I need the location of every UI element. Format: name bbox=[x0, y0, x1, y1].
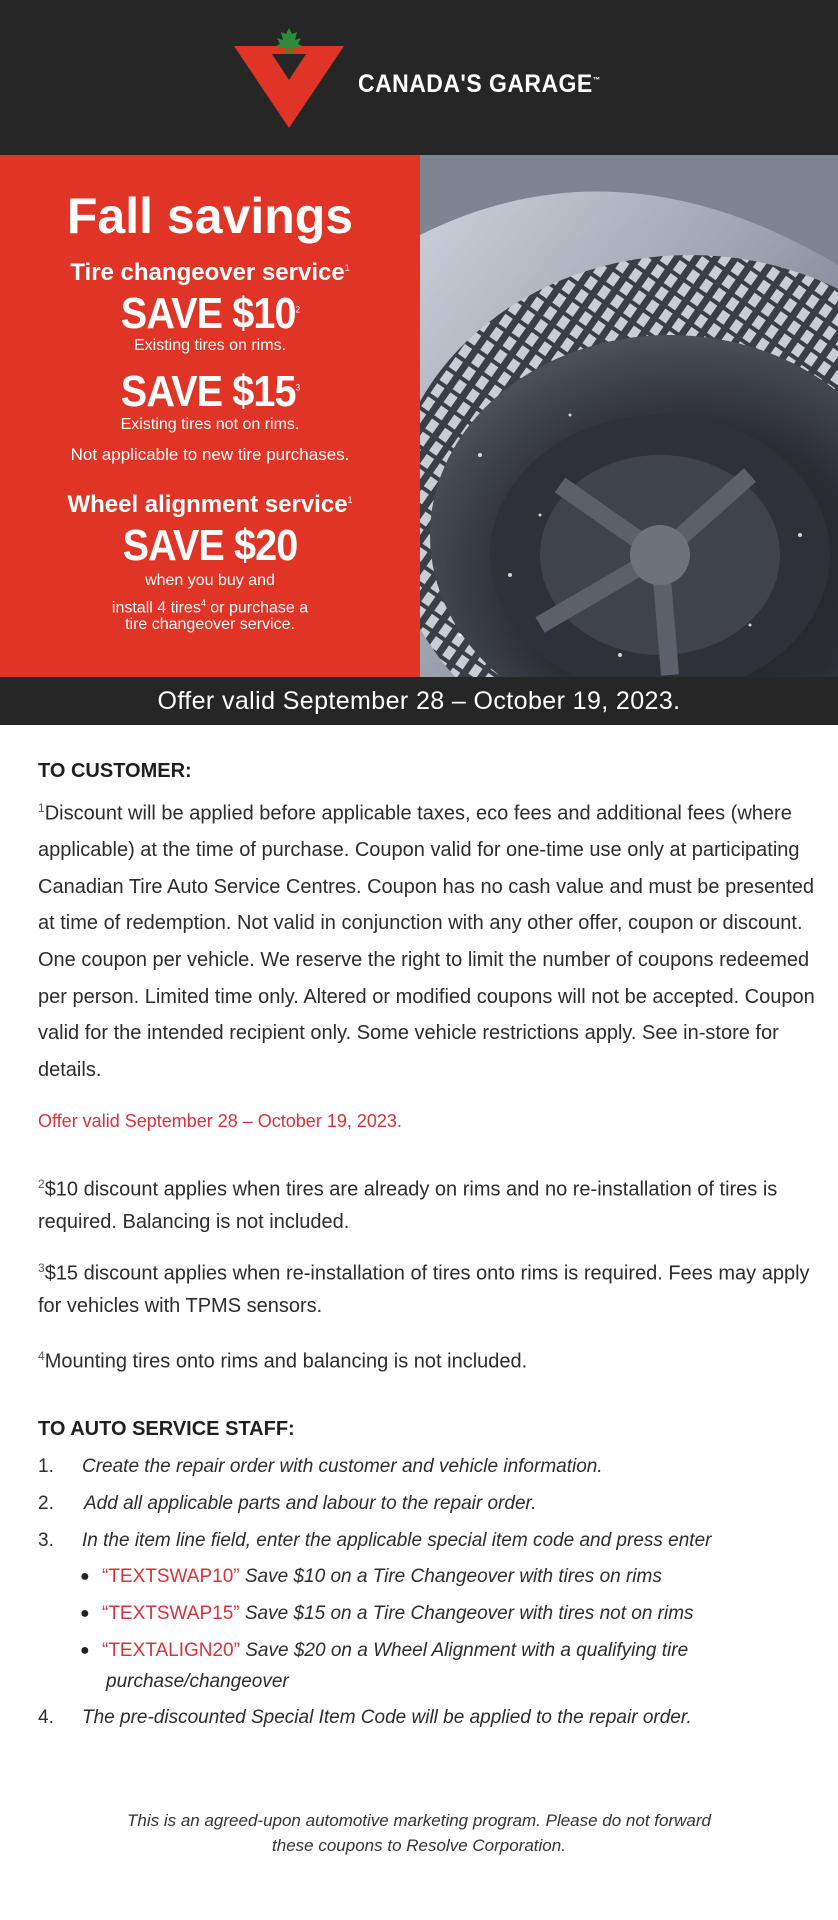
footer-line-2: these coupons to Resolve Corporation. bbox=[272, 1836, 566, 1855]
customer-terms: $^1$Discount will be applied before applicable taxes, eco fees and additional fees (where applicable) at the time of purchase. Coupon valid for one-time use only at participating Canadian Tire Auto Service Centres. Coupon has no cash value and must be presented at time of redemption. Not valid in conjunction with any other offer, coupon or discount. One coupon per vehicle. We reserve the right to limit the number of coupons redeemed per person. Limited time only. Altered or modified coupons will not be accepted. Coupon valid for the intended recipient only. Some vehicle restrictions apply. See in-store for details. bbox=[38, 801, 815, 1081]
footer-line-1: This is an agreed-upon automotive marketing program. Please do not forward bbox=[127, 1811, 711, 1830]
code-item-3: “TEXTALIGN20” Save $20 on a Wheel Alignment with a qualifying tire bbox=[102, 1640, 689, 1661]
step-3-text: In the item line field, enter the applicable special item code and press enter bbox=[82, 1530, 712, 1551]
winter-tire-image bbox=[420, 155, 838, 677]
offer-valid-bar: Offer valid September 28 – October 19, 2023. bbox=[0, 677, 838, 725]
save-20-headline: SAVE $20 bbox=[122, 521, 298, 570]
canadian-tire-logo-icon bbox=[232, 26, 346, 130]
footnote-3: $^3$\$15 discount applies when re-installation of tires onto rims is required. Fees may apply for vehicles with TPMS sensors. bbox=[38, 1261, 810, 1317]
save-20-line2: install 4 tires$^4$ or purchase a bbox=[111, 598, 309, 617]
bullet-icon: ● bbox=[80, 1642, 90, 1659]
step-2-text: Add all applicable parts and labour to the repair order. bbox=[84, 1493, 537, 1514]
brand-name: CANADA'S GARAGE™ bbox=[358, 70, 601, 98]
bullet-icon: ● bbox=[80, 1605, 90, 1622]
step-3-number: 3. bbox=[38, 1530, 54, 1551]
code-item-3-continued: purchase/changeover bbox=[106, 1671, 289, 1692]
save-15-headline: SAVE $15$^3$ bbox=[120, 367, 300, 416]
save-20-line1: when you buy and bbox=[145, 572, 275, 589]
save-10-headline: SAVE $10$^2$ bbox=[120, 289, 300, 338]
header-bar bbox=[0, 0, 838, 155]
tire-changeover-heading: Tire changeover service$^1$ bbox=[70, 259, 350, 286]
code-item-2: “TEXTSWAP15” Save $15 on a Tire Changeover with tires not on rims bbox=[102, 1603, 694, 1624]
footnote-4: $^4$Mounting tires onto rims and balancing is not included. bbox=[38, 1349, 528, 1373]
footer-disclaimer bbox=[0, 1808, 838, 1858]
save-15-subtext: Existing tires not on rims. bbox=[120, 416, 300, 433]
hero-banner bbox=[0, 155, 838, 677]
not-applicable-note: Not applicable to new tire purchases. bbox=[70, 445, 350, 464]
to-customer-heading: TO CUSTOMER: bbox=[38, 760, 192, 782]
to-staff-heading: TO AUTO SERVICE STAFF: bbox=[38, 1418, 295, 1440]
step-1-number: 1. bbox=[38, 1456, 54, 1477]
promo-panel bbox=[0, 155, 420, 677]
offer-valid-text: Offer valid September 28 – October 19, 2023. bbox=[38, 1111, 402, 1131]
code-item-1: “TEXTSWAP10” Save $10 on a Tire Changeover with tires on rims bbox=[102, 1566, 662, 1587]
save-20-line3: tire changeover service. bbox=[125, 616, 295, 633]
step-4-number: 4. bbox=[38, 1707, 54, 1728]
step-4-text: The pre-discounted Special Item Code will be applied to the repair order. bbox=[82, 1707, 692, 1728]
save-10-subtext: Existing tires on rims. bbox=[133, 337, 287, 354]
tire-photo bbox=[420, 155, 838, 677]
step-2-number: 2. bbox=[38, 1493, 54, 1514]
step-1-text: Create the repair order with customer and vehicle information. bbox=[82, 1456, 603, 1477]
wheel-alignment-heading: Wheel alignment service$^1$ bbox=[67, 491, 353, 518]
promo-title: Fall savings bbox=[66, 188, 354, 244]
bullet-icon: ● bbox=[80, 1568, 90, 1585]
footnote-2: $^2$\$10 discount applies when tires are already on rims and no re-installation of tires is required. Balancing is not included. bbox=[38, 1177, 778, 1233]
